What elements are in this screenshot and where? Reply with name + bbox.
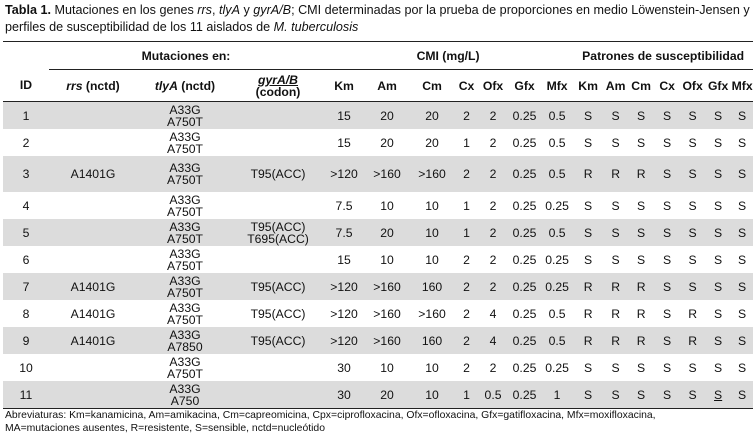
cell-cmi-mfx: 0.25 [541, 273, 573, 300]
cell-tlya-line: A33G [169, 192, 201, 207]
cell-pat-cm: S [628, 381, 654, 409]
cell-pat-gfx: S [705, 273, 731, 300]
table-caption [5, 2, 751, 36]
column-header-row [3, 70, 753, 102]
cell-id: 10 [19, 360, 33, 375]
cell-cmi-am: >160 [373, 306, 401, 321]
cell-pat-cx: S [663, 135, 672, 150]
cell-pat-cx: S [663, 198, 672, 213]
cell-cmi-mfx: 0.5 [541, 156, 573, 192]
cell-pat-cx: S [654, 273, 680, 300]
cell-pat-mfx: S [738, 198, 747, 213]
cell-gyr [233, 354, 323, 381]
footnote [5, 409, 751, 435]
caption-gene-rrs: rrs [197, 3, 212, 17]
cell-tlya-line: A750T [167, 366, 203, 381]
cell-cmi-mfx: 0.5 [541, 102, 573, 130]
cell-cmi-km: >120 [323, 273, 365, 300]
cell-cmi-ofx: 4 [489, 306, 497, 321]
cell-id: 5 [3, 219, 49, 246]
cell-cmi-gfx: 0.25 [508, 156, 541, 192]
table-row [3, 273, 753, 300]
cell-pat-km: S [584, 135, 593, 150]
cell-pat-cx: S [654, 102, 680, 130]
col-tlya [137, 70, 233, 102]
cell-pat-ofx: S [688, 360, 697, 375]
cell-cmi-am: >160 [365, 327, 409, 354]
cell-cmi-am: 10 [380, 198, 394, 213]
col-cmi-gfx: Gfx [508, 70, 541, 102]
col-pat-km: Km [573, 70, 603, 102]
cell-gyr [233, 156, 323, 192]
cell-tlya-line: A750T [167, 114, 203, 129]
cell-pat-km: S [573, 102, 603, 130]
table-row [3, 219, 753, 246]
cell-pat-mfx: S [731, 381, 753, 409]
cell-pat-am: S [611, 360, 620, 375]
cell-cmi-am: >160 [365, 273, 409, 300]
cell-pat-ofx: S [680, 156, 705, 192]
cell-tlya-line: A33G [169, 161, 201, 175]
cell-cmi-ofx: 2 [478, 102, 508, 130]
cell-gyr [233, 192, 323, 219]
cell-cmi-km: >120 [323, 327, 365, 354]
cell-rrs: A1401G [49, 327, 137, 354]
cell-cmi-cm: 10 [425, 252, 439, 267]
col-tlya-unit: (nctd) [177, 78, 216, 93]
cell-pat-cm: R [628, 327, 654, 354]
cell-cmi-mfx: 0.5 [541, 219, 573, 246]
cell-pat-gfx: S [705, 219, 731, 246]
cell-pat-mfx: S [738, 135, 747, 150]
cell-pat-km: S [573, 219, 603, 246]
cell-pat-cx: S [654, 327, 680, 354]
cell-cmi-ofx: 2 [478, 156, 508, 192]
cell-cmi-cm: 10 [425, 198, 439, 213]
caption-text: y [239, 3, 254, 17]
cell-cmi-cm: 10 [409, 219, 455, 246]
cell-cmi-km: >120 [323, 156, 365, 192]
cell-rrs [49, 102, 137, 130]
cell-cmi-ofx: 0.5 [478, 381, 508, 409]
cell-pat-am: S [603, 381, 628, 409]
cell-rrs [49, 381, 137, 409]
cell-pat-km: R [573, 327, 603, 354]
cell-gyr-line: T95(ACC) [250, 279, 306, 294]
cell-rrs: A1401G [70, 306, 116, 321]
cell-tlya-line: A33G [169, 246, 201, 261]
cell-pat-cm: S [628, 219, 654, 246]
caption-species: M. tuberculosis [273, 20, 359, 34]
cell-cmi-ofx: 2 [478, 273, 508, 300]
col-gyr-gene: gyrA/B [258, 72, 298, 87]
cell-pat-ofx: S [680, 219, 705, 246]
cell-gyr [233, 273, 323, 300]
cell-pat-ofx: S [680, 102, 705, 130]
cell-pat-am: S [611, 198, 620, 213]
col-cmi-cx: Cx [455, 70, 478, 102]
cell-cmi-gfx: 0.25 [512, 135, 537, 150]
cell-pat-cx: S [654, 219, 680, 246]
cell-rrs [49, 219, 137, 246]
cell-tlya-line: A750T [167, 258, 203, 273]
cell-cmi-cx: 2 [455, 102, 478, 130]
cell-cmi-am: 20 [380, 135, 394, 150]
cell-pat-gfx: S [714, 306, 723, 321]
cell-gyr [233, 219, 323, 246]
cell-cmi-gfx: 0.25 [508, 327, 541, 354]
cell-cmi-gfx: 0.25 [508, 381, 541, 409]
cell-cmi-cm: 160 [409, 273, 455, 300]
cell-pat-cm: S [628, 102, 654, 130]
cell-pat-cx: S [663, 252, 672, 267]
group-patrones: Patrones de susceptibilidad [573, 42, 753, 70]
cell-tlya [137, 327, 233, 354]
cell-gyr-line: T95(ACC) [250, 333, 306, 348]
col-tlya-gene: tlyA [154, 78, 178, 93]
cell-tlya [137, 246, 233, 273]
col-cmi-ofx: Ofx [478, 70, 508, 102]
col-pat-cm: Cm [628, 70, 654, 102]
table-body [3, 102, 753, 409]
cell-pat-mfx: S [731, 327, 753, 354]
cell-pat-gfx: S [714, 135, 723, 150]
cell-cmi-ofx: 2 [489, 198, 497, 213]
cell-pat-cm: R [628, 156, 654, 192]
cell-pat-mfx: S [731, 156, 753, 192]
cell-cmi-gfx: 0.25 [508, 219, 541, 246]
cell-rrs: A1401G [49, 273, 137, 300]
cell-rrs [49, 192, 137, 219]
group-header-row [3, 42, 753, 70]
cell-tlya-line: A33G [169, 102, 201, 117]
cell-id: 2 [22, 135, 30, 150]
cell-pat-km: S [584, 252, 593, 267]
caption-gene-tlya: tlyA [218, 3, 240, 17]
cell-cmi-cx: 1 [455, 219, 478, 246]
cell-pat-ofx: S [688, 135, 697, 150]
table-row [3, 354, 753, 381]
cell-gyr-line: T695(ACC) [247, 231, 309, 246]
cell-pat-mfx: S [738, 306, 747, 321]
cell-tlya [137, 354, 233, 381]
cell-tlya [137, 273, 233, 300]
cell-tlya-line: A750T [167, 204, 203, 219]
cell-pat-cx: S [663, 360, 672, 375]
cell-pat-am: S [603, 102, 628, 130]
col-pat-cx: Cx [654, 70, 680, 102]
cell-id: 3 [3, 156, 49, 192]
table-row [3, 156, 753, 192]
cell-pat-mfx: S [731, 102, 753, 130]
cell-pat-am: S [611, 252, 620, 267]
cell-pat-ofx: S [688, 198, 697, 213]
col-rrs-gene: rrs [66, 78, 83, 93]
cell-tlya [137, 192, 233, 219]
cell-pat-mfx: S [731, 219, 753, 246]
cell-cmi-ofx: 2 [489, 360, 497, 375]
cell-tlya [137, 129, 233, 156]
cell-pat-cx: S [654, 381, 680, 409]
cell-tlya [137, 300, 233, 327]
cell-cmi-am: 10 [380, 252, 394, 267]
cell-pat-gfx: S [705, 156, 731, 192]
cell-cmi-mfx: 1 [541, 381, 573, 409]
footnote-line: Abreviaturas: Km=kanamicina, Am=amikacina, Cm=capreomicina, Cpx=ciprofloxacina, Ofx=ofloxacina, Gfx=gatifloxacina, Mfx=moxifloxacina, [5, 410, 656, 421]
cell-cmi-mfx: 0.5 [548, 135, 566, 150]
cell-pat-am: S [611, 135, 620, 150]
cell-pat-ofx: R [680, 327, 705, 354]
cell-cmi-km: 7.5 [335, 198, 353, 213]
cell-cmi-cm: 10 [409, 381, 455, 409]
cell-pat-km: S [584, 198, 593, 213]
cell-id: 9 [3, 327, 49, 354]
cell-cmi-km: 15 [323, 102, 365, 130]
col-pat-ofx: Ofx [680, 70, 705, 102]
table-row [3, 246, 753, 273]
cell-cmi-mfx: 0.25 [545, 360, 569, 375]
cell-gyr [233, 381, 323, 409]
cell-pat-gfx: S [705, 102, 731, 130]
caption-text: Mutaciones en los genes [50, 3, 198, 17]
cell-cmi-gfx: 0.25 [512, 252, 537, 267]
cell-cmi-mfx: 0.25 [545, 252, 569, 267]
cell-tlya [137, 219, 233, 246]
col-cmi-cm: Cm [409, 70, 455, 102]
cell-tlya-line: A33G [169, 327, 201, 342]
cell-cmi-cm: 160 [409, 327, 455, 354]
blank-header [3, 42, 49, 70]
cell-pat-km: R [573, 156, 603, 192]
cell-cmi-mfx: 0.25 [545, 198, 569, 213]
cell-pat-gfx: S [714, 198, 723, 213]
cell-tlya [137, 156, 233, 192]
cell-cmi-cx: 2 [455, 273, 478, 300]
cell-gyr [233, 102, 323, 130]
cell-pat-km: S [584, 360, 593, 375]
col-gyr [233, 70, 323, 102]
col-cmi-km: Km [323, 70, 365, 102]
col-pat-mfx: Mfx [731, 70, 753, 102]
cell-tlya-line: A7850 [167, 339, 203, 354]
cell-tlya-line: A33G [169, 273, 201, 288]
cell-rrs [49, 354, 137, 381]
cell-pat-cm: R [628, 273, 654, 300]
results-table [3, 41, 753, 409]
cell-cmi-gfx: 0.25 [512, 360, 537, 375]
caption-label: Tabla 1. [5, 3, 51, 17]
cell-gyr-line: T95(ACC) [250, 167, 306, 181]
cell-tlya [137, 381, 233, 409]
cell-cmi-km: 7.5 [323, 219, 365, 246]
col-rrs-unit: (nctd) [82, 78, 120, 93]
cell-cmi-cx: 2 [455, 156, 478, 192]
table-row [3, 102, 753, 130]
cell-cmi-ofx: 4 [478, 327, 508, 354]
cell-cmi-km: 30 [323, 381, 365, 409]
cell-tlya-line: A33G [169, 354, 201, 369]
group-cmi: CMI (mg/L) [323, 42, 573, 70]
cell-id: 6 [22, 252, 30, 267]
col-pat-gfx: Gfx [705, 70, 731, 102]
cell-cmi-mfx: 0.5 [541, 327, 573, 354]
cell-pat-cm: S [637, 135, 646, 150]
cell-cmi-gfx: 0.25 [508, 273, 541, 300]
cell-pat-mfx: S [738, 360, 747, 375]
col-pat-am: Am [603, 70, 628, 102]
cell-cmi-cm: 20 [425, 135, 439, 150]
cell-pat-am: S [603, 219, 628, 246]
cell-cmi-km: 30 [337, 360, 351, 375]
cell-pat-am: R [603, 327, 628, 354]
cell-cmi-am: >160 [365, 156, 409, 192]
cell-cmi-cm: >160 [418, 306, 446, 321]
cell-tlya-line: A750T [167, 312, 203, 327]
cell-pat-ofx: R [688, 306, 698, 321]
cell-tlya-line: A33G [169, 300, 201, 315]
cell-tlya-line: A750 [170, 393, 200, 408]
cell-cmi-cm: 20 [409, 102, 455, 130]
cell-cmi-ofx: 2 [489, 135, 497, 150]
caption-text: , [211, 3, 219, 17]
cell-cmi-km: >120 [330, 306, 358, 321]
cell-gyr [233, 327, 323, 354]
caption-gene-gyr: gyrA/B [253, 3, 292, 17]
cell-pat-am: R [603, 273, 628, 300]
cell-pat-cm: S [637, 252, 646, 267]
cell-pat-cm: R [636, 306, 646, 321]
cell-cmi-km: 15 [337, 135, 351, 150]
col-gyr-unit: (codon) [255, 84, 301, 99]
cell-cmi-cx: 1 [455, 381, 478, 409]
group-mutaciones: Mutaciones en: [49, 42, 323, 70]
cell-pat-ofx: S [680, 381, 705, 409]
cell-gyr [233, 300, 323, 327]
col-cmi-mfx: Mfx [541, 70, 573, 102]
cell-pat-am: R [611, 306, 621, 321]
cell-pat-cx: S [663, 306, 672, 321]
cell-cmi-cx: 1 [463, 198, 470, 213]
cell-tlya-line: A33G [169, 381, 201, 396]
cell-id: 7 [3, 273, 49, 300]
cell-tlya-line: A750T [167, 285, 203, 300]
cell-cmi-cm: 10 [425, 360, 439, 375]
cell-tlya-line: A33G [169, 129, 201, 144]
cell-pat-cm: S [637, 198, 646, 213]
cell-pat-cm: S [637, 360, 646, 375]
cell-cmi-cx: 2 [455, 327, 478, 354]
col-id: ID [3, 70, 49, 102]
cell-pat-gfx: S [714, 252, 723, 267]
cell-pat-gfx: S [714, 360, 723, 375]
cell-rrs: A1401G [49, 156, 137, 192]
cell-pat-gfx: S [705, 327, 731, 354]
cell-id: 1 [3, 102, 49, 130]
footnote-line: MA=mutaciones ausentes, R=resistente, S=sensible, nctd=nucleótido [5, 423, 325, 434]
cell-tlya-line: A750T [167, 141, 203, 156]
cell-pat-ofx: S [680, 273, 705, 300]
table-row [3, 300, 753, 327]
cell-pat-km: R [583, 306, 593, 321]
table-row [3, 381, 753, 409]
cell-gyr-line: T95(ACC) [250, 306, 306, 321]
cell-pat-cx: S [654, 156, 680, 192]
cell-cmi-am: 20 [365, 381, 409, 409]
cell-cmi-gfx: 0.25 [508, 102, 541, 130]
cell-pat-km: S [573, 381, 603, 409]
cell-cmi-am: 20 [365, 102, 409, 130]
cell-cmi-cx: 2 [463, 360, 470, 375]
cell-cmi-am: 20 [365, 219, 409, 246]
cell-pat-ofx: S [688, 252, 697, 267]
cell-cmi-cx: 1 [463, 135, 470, 150]
col-cmi-am: Am [365, 70, 409, 102]
cell-cmi-cx: 2 [463, 252, 470, 267]
cell-tlya-line: A750T [167, 173, 203, 187]
cell-pat-mfx: S [738, 252, 747, 267]
cell-cmi-am: 10 [380, 360, 394, 375]
cell-cmi-cm: >160 [409, 156, 455, 192]
cell-rrs [49, 129, 137, 156]
cell-pat-gfx: S [705, 381, 731, 409]
cell-cmi-ofx: 2 [478, 219, 508, 246]
cell-rrs [49, 246, 137, 273]
col-rrs [49, 70, 137, 102]
cell-gyr [233, 246, 323, 273]
cell-pat-km: R [573, 273, 603, 300]
cell-cmi-cx: 2 [463, 306, 470, 321]
table-row [3, 327, 753, 354]
cell-gyr-line: T95(ACC) [250, 219, 306, 234]
cell-pat-mfx: S [731, 273, 753, 300]
caption-text: ; CMI determinadas por la prueba de proporciones en medio Löwenstein-Jensen y perfiles de susceptibilidad de los 11 aislados de [5, 3, 750, 34]
cell-gyr [233, 129, 323, 156]
cell-cmi-gfx: 0.25 [512, 198, 537, 213]
table-row [3, 129, 753, 156]
cell-cmi-gfx: 0.25 [512, 306, 537, 321]
table-row [3, 192, 753, 219]
cell-pat-am: R [603, 156, 628, 192]
cell-id: 4 [22, 198, 30, 213]
cell-cmi-km: 15 [337, 252, 351, 267]
cell-id: 8 [22, 306, 30, 321]
cell-tlya-line: A750T [167, 231, 203, 246]
cell-id: 11 [3, 381, 49, 409]
cell-cmi-ofx: 2 [489, 252, 497, 267]
cell-tlya-line: A33G [169, 219, 201, 234]
cell-tlya [137, 102, 233, 130]
cell-cmi-mfx: 0.5 [548, 306, 566, 321]
